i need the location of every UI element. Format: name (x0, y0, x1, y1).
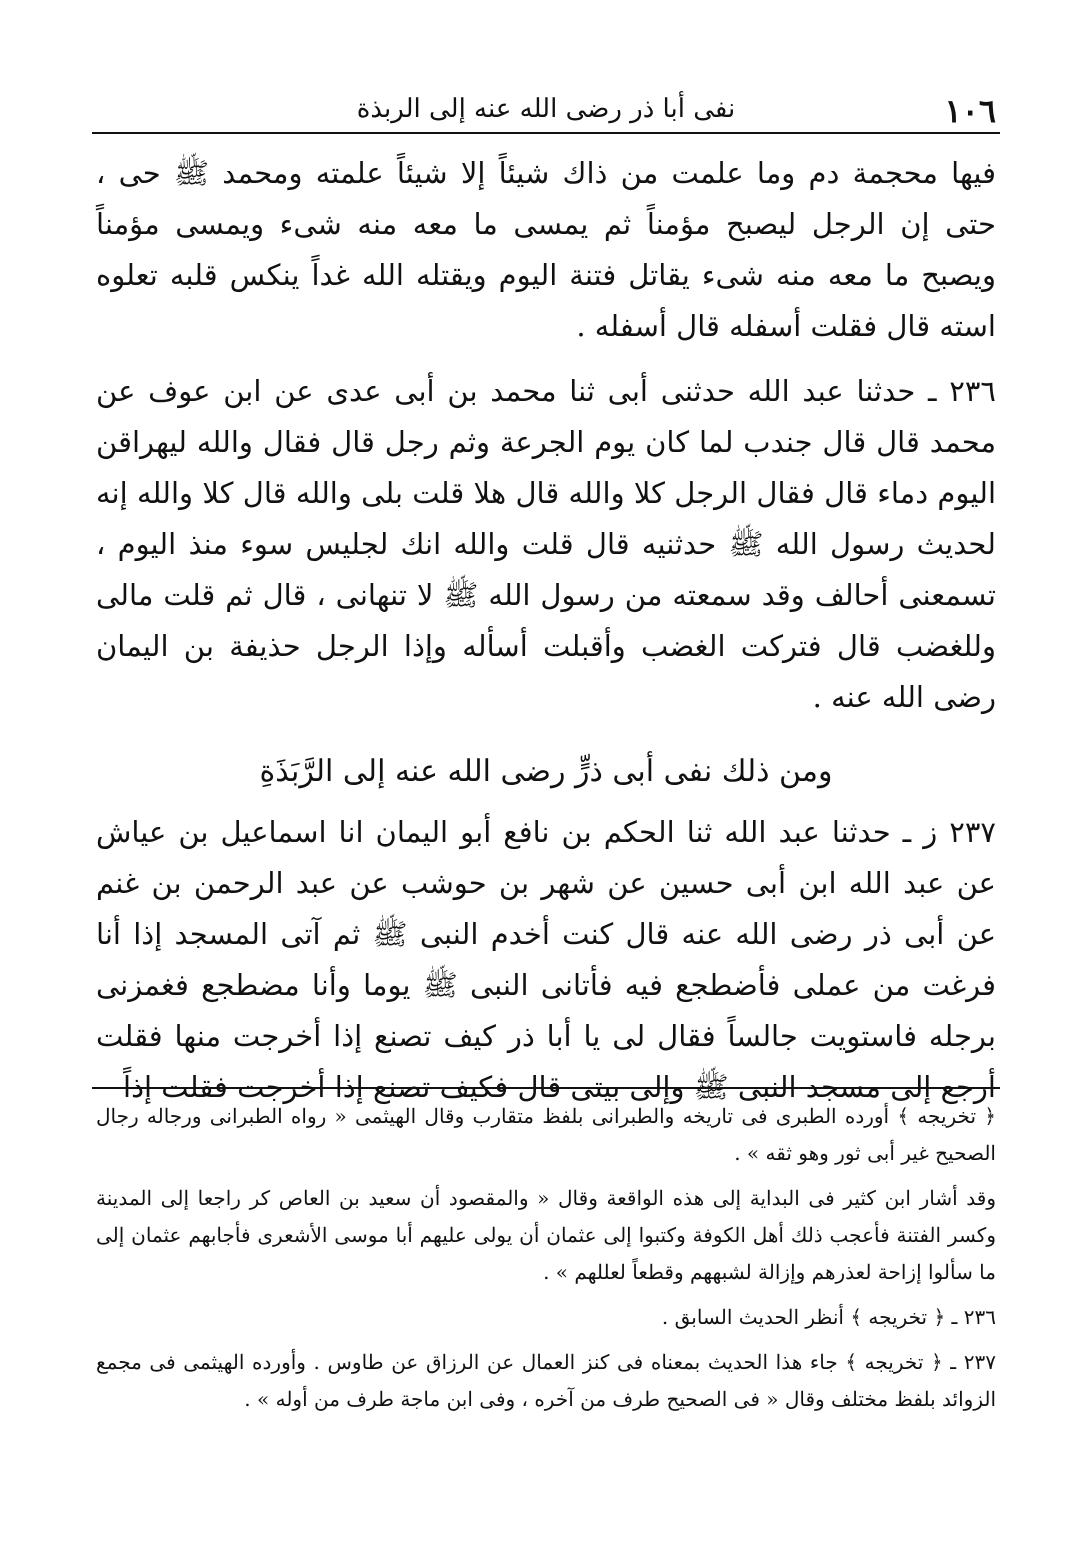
footnotes (96, 1098, 996, 1418)
footnote: ٢٣٧ ـ ﴿ تخريجه ﴾ جاء هذا الحديث بمعناه فى كنز العمال عن الرزاق عن طاوس . وأورده الهيثمى فى مجمع الزوائد بلفظ مختلف وقال « فى الصحيح طرف من آخره ، وفى ابن ماجة طرف من أوله » . (96, 1350, 996, 1411)
main-text (96, 148, 996, 1113)
section-heading: ومن ذلك نفى أبى ذرٍّ رضى الله عنه إلى الرَّبَذَةِ (259, 754, 833, 789)
footnote: ٢٣٦ ـ ﴿ تخريجه ﴾ أنظر الحديث السابق . (661, 1305, 996, 1329)
running-header (96, 92, 996, 132)
paragraph: فيها محجمة دم وما علمت من ذاك شيئاً إلا شيئاً علمته ومحمد ﷺ حى ، حتى إن الرجل ليصبح مؤمناً ثم يمسى ما معه منه شىء ويمسى مؤمناً ويصبح ما معه منه شىء يقاتل فتنة اليوم ويقتله الله غداً ينكس قلبه تعلوه استه قال فقلت أسفله قال أسفله . (96, 156, 996, 343)
footnote: وقد أشار ابن كثير فى البداية إلى هذه الواقعة وقال « والمقصود أن سعيد بن العاص كر راجعا إلى المدينة وكسر الفتنة فأعجب ذلك أهل الكوفة وكتبوا إلى عثمان أن يولى عليهم أبا موسى الأشعرى فأجابهم عثمان إلى ما سألوا إزاحة لعذرهم وإزالة لشبههم وقطعاً لعللهم » . (96, 1186, 996, 1284)
hadith-237: ٢٣٧ ز ـ حدثنا عبد الله ثنا الحكم بن نافع أبو اليمان انا اسماعيل بن عياش عن عبد الله ابن أبى حسين عن شهر بن حوشب عن عبد الرحمن بن غنم عن أبى ذر رضى الله عنه قال كنت أخدم النبى ﷺ ثم آتى المسجد إذا أنا فرغت من عملى فأضطجع فيه فأتانى النبى ﷺ يوما وأنا مضطجع فغمزنى برجله فاستويت جالساً فقال لى يا أبا ذر كيف تصنع إذا أخرجت منها فقلت أرجع إلى مسجد النبى ﷺ وإلى بيتى قال فكيف تصنع إذا أخرجت فقلت إذاً (96, 815, 996, 1104)
footnote-divider (92, 1087, 1000, 1089)
footnote: ﴿ تخريجه ﴾ أورده الطبرى فى تاريخه والطبرانى بلفظ متقارب وقال الهيثمى « رواه الطبرانى ورجاله رجال الصحيح غير أبى ثور وهو ثقه » . (96, 1104, 996, 1165)
header-divider (92, 132, 1000, 134)
hadith-236: ٢٣٦ ـ حدثنا عبد الله حدثنى أبى ثنا محمد بن أبى عدى عن ابن عوف عن محمد قال قال جندب لما كان يوم الجرعة وثم رجل قال فقال والله ليهراقن اليوم دماء قال فقال الرجل كلا والله قال هلا قلت بلى والله قال كلا والله إنه لحديث رسول الله ﷺ حدثنيه قال قلت والله انك لجليس سوء منذ اليوم ، تسمعنى أحالف وقد سمعته من رسول الله ﷺ لا تنهانى ، قال ثم قلت مالى وللغضب قال فتركت الغضب وأقبلت أسأله وإذا الرجل حذيفة بن اليمان رضى الله عنه . (96, 374, 996, 714)
running-title: نفى أبا ذر رضى الله عنه إلى الربذة (356, 94, 736, 124)
page-number: ١٠٦ (944, 92, 996, 130)
